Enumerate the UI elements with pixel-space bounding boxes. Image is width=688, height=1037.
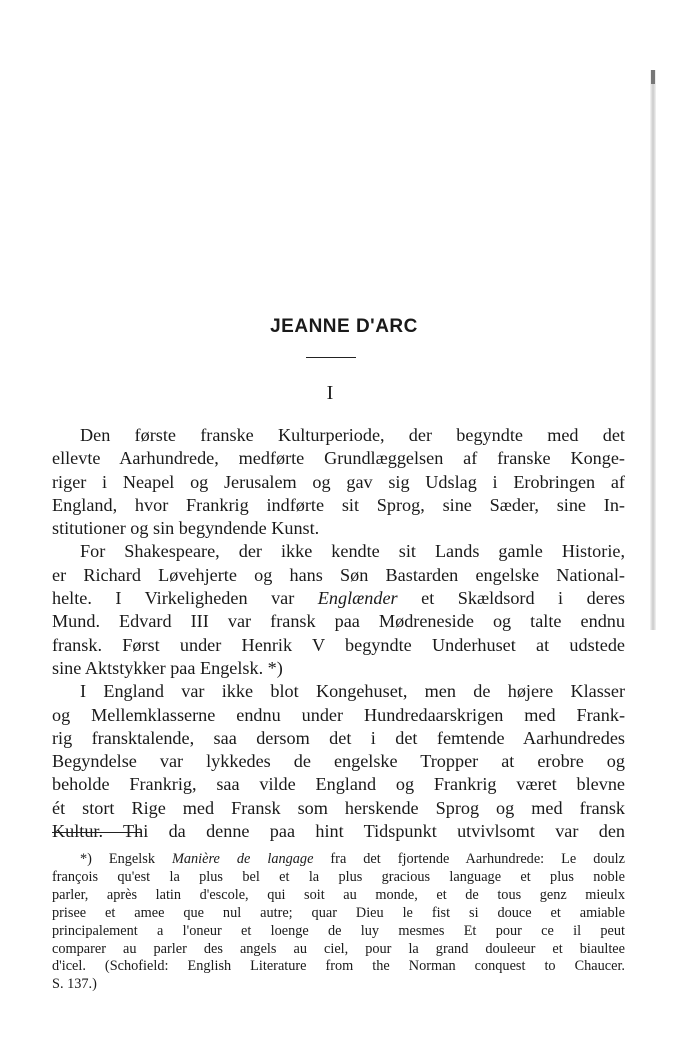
italic-word: Englænder	[317, 588, 398, 609]
page-edge-shadow	[650, 70, 656, 630]
text-line: ellevte Aarhundrede, medførte Grundlæggelsen af franske Konge-	[52, 448, 625, 469]
text-line: beholde Frankrig, saa vilde England og Frankrig været blevne	[52, 774, 625, 795]
footnote-line: principalement a l'oneur et loenge de luy mesmes Et pour ce il peut	[52, 922, 625, 939]
text-fragment: et Skældsord i deres	[397, 588, 625, 609]
body-text	[52, 424, 625, 843]
footnote-divider	[52, 832, 142, 833]
text-line: riger i Neapel og Jerusalem og gav sig Udslag i Erobringen af	[52, 471, 625, 492]
text-line: Begyndelse var lykkedes de engelske Tropper at erobre og	[52, 751, 625, 772]
text-line: og Mellemklasserne endnu under Hundredaarskrigen med Frank-	[52, 704, 625, 725]
text-line: rig fransktalende, saa dersom det i det femtende Aarhundredes	[52, 727, 625, 748]
footnote-line-with-italic	[52, 851, 625, 869]
text-fragment: fra det fjortende Aarhundrede: Le doulz	[313, 851, 625, 867]
text-line: sine Aktstykker paa Engelsk. *)	[52, 657, 283, 678]
title-divider	[306, 357, 356, 358]
page-edge-mark	[651, 70, 655, 84]
italic-phrase: Manière de langage	[171, 851, 314, 867]
chapter-title: JEANNE D'ARC	[270, 316, 418, 337]
section-numeral: I	[326, 382, 334, 404]
text-line: For Shakespeare, der ikke kendte sit Lands gamle Historie,	[80, 541, 625, 562]
text-line: er Richard Løvehjerte og hans Søn Bastarden engelske National-	[52, 564, 625, 585]
text-line: Den første franske Kulturperiode, der begyndte med det	[80, 425, 625, 445]
footnote-line: S. 137.)	[52, 976, 97, 993]
text-fragment: helte. I Virkeligheden var	[52, 588, 318, 609]
text-fragment: *) Engelsk	[80, 851, 172, 867]
text-line-with-italic	[52, 587, 625, 610]
text-line: I England var ikke blot Kongehuset, men de højere Klasser	[80, 681, 625, 702]
text-line: Kultur. Thi da denne paa hint Tidspunkt utvivlsomt var den	[52, 821, 625, 842]
footnote-line: prisee et amee que nul autre; quar Dieu le fist si douce et amiable	[52, 904, 625, 921]
text-line: Mund. Edvard III var fransk paa Mødreneside og talte endnu	[52, 611, 625, 632]
footnote-line: parler, après latin d'escole, qui soit au monde, et de tous genz mieulx	[52, 886, 625, 903]
text-line: stitutioner og sin begyndende Kunst.	[52, 518, 320, 539]
text-line: ét stort Rige med Fransk som herskende Sprog og med fransk	[52, 797, 625, 818]
text-line: fransk. Først under Henrik V begyndte Underhuset at udstede	[52, 634, 625, 655]
footnote	[52, 851, 625, 994]
footnote-line: d'icel. (Schofield: English Literature from the Norman conquest to Chaucer.	[52, 958, 625, 975]
footnote-line: françois qu'est la plus bel et la plus gracious language et plus noble	[52, 868, 625, 885]
text-line: England, hvor Frankrig indførte sit Sprog, sine Sæder, sine In-	[52, 494, 625, 515]
footnote-line: comparer au parler des angels au ciel, pour la grand douleeur et biaultee	[52, 940, 625, 957]
